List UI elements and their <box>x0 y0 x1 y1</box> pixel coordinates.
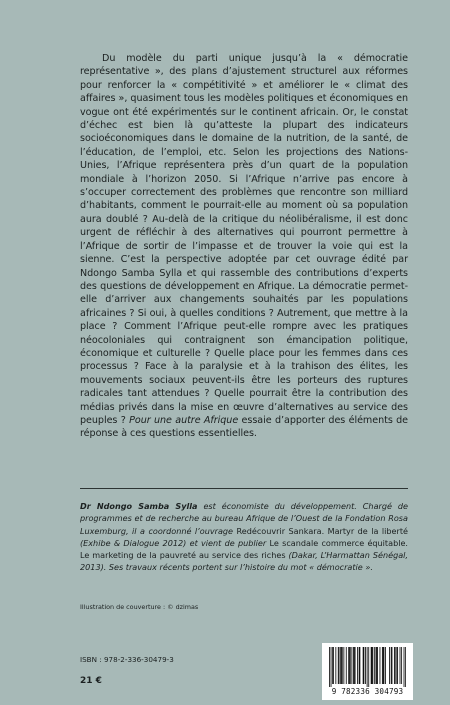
barcode-bar <box>363 647 364 684</box>
barcode-bar <box>335 647 336 684</box>
blurb-ending: essaie d’apporter des éléments de réponse à ces questions essentielles. <box>80 414 409 440</box>
barcode-bar <box>355 647 356 684</box>
barcode-bar <box>346 647 347 684</box>
barcode-bar <box>338 647 339 684</box>
barcode-bar <box>354 647 355 684</box>
author-name: Dr Ndongo Samba Sylla <box>80 501 198 511</box>
barcode-bar <box>394 647 395 684</box>
isbn-number: ISBN : 978-2-336-30479-3 <box>80 655 174 664</box>
separator-line <box>80 488 408 489</box>
barcode-bar <box>342 647 343 684</box>
cover-illustration-credit: Illustration de couverture : © dzimas <box>80 603 199 611</box>
barcode-bar <box>349 647 350 684</box>
barcode-bar <box>351 647 352 684</box>
barcode-bar <box>339 647 340 684</box>
barcode-bar <box>376 647 377 684</box>
barcode-bar <box>368 647 369 687</box>
barcode-bar <box>333 647 334 684</box>
book-title-inline: Pour une autre Afrique <box>129 414 239 426</box>
bio-title-scandale: Le scandale commerce équitable. Le marketing de la pauvreté au service des riches <box>80 537 409 561</box>
barcode-bar <box>340 647 341 684</box>
back-cover-blurb <box>80 52 408 441</box>
barcode-bar <box>385 647 386 684</box>
barcode-bar <box>363 647 364 684</box>
barcode-bar <box>359 647 360 684</box>
barcode-bar <box>384 647 385 684</box>
barcode-bar <box>332 647 333 684</box>
barcode-bar <box>348 647 349 684</box>
price-label: 21 € <box>80 676 102 686</box>
blurb-text: Du modèle du parti unique jusqu’à la « démocratie représentative », des plans d’ajustement structurel aux réformes pour renforcer la « compétitivité » et améliorer le « climat des affaires », quasiment tous les modèles politiques et économiques en vogue ont été expérimentés sur le continent africain. Or, le constat d’échec est bien là qu’atteste la plupart des indicateurs socioéconomiques dans le domaine de la nutrition, de la santé, de l’éducation, de l’emploi, etc. Selon les projections des Nations-Unies, l’Afrique représentera près d’un quart de la population mondiale à l’horizon 2050. Si l’Afrique n’arrive pas encore à s’occuper correctement des problèmes que rencontre son milliard d’habitants, comment le pourrait-elle au moment où sa population aura doublé ? Au-delà de la critique du néolibéralisme, il est donc urgent de réfléchir à des alternatives qui pourront permettre à l’Afrique de sortir de l’impasse et de trouver la voie qui est la sienne. C’est la perspective adoptée par cet ouvrage édité par Ndongo Samba Sylla et qui rassemble des contributions d’experts des questions de développement en Afrique. La démocratie permet-elle d’arriver aux changements souhaités par les populations africaines ? Si oui, à quelles conditions ? Autrement, que mettre à la place ? Comment l’Afrique peut-elle rompre avec les pratiques néocoloniales qui contraignent son émancipation politique, économique et culturelle ? Quelle place pour les femmes dans ces processus ? Face à la paralysie et à la trahison des élites, les mouvements sociaux peuvent-ils être les porteurs des ruptures radicales tant attendues ? Quelle pourrait être la contribution des médias privés dans la mise en œuvre d’alternatives au service des peuples ? <box>80 53 408 426</box>
barcode-bar <box>396 647 397 684</box>
bio-text-3: (Exhibe & Dialogue 2012) <box>80 537 187 548</box>
barcode-bar <box>382 647 383 684</box>
barcode-bar <box>367 647 368 687</box>
barcode-bars <box>329 647 406 687</box>
barcode-bar <box>391 647 392 684</box>
barcode-bar <box>380 647 381 684</box>
barcode-digits: 9 782336 304793 <box>331 687 404 696</box>
barcode-bar <box>329 647 330 687</box>
barcode-bar <box>376 647 377 684</box>
barcode-bar <box>374 647 375 684</box>
bio-text-2: . Martyr de la liberté <box>321 525 408 536</box>
author-bio-paragraph <box>80 500 408 574</box>
barcode-bar <box>357 647 358 684</box>
barcode-bar <box>359 647 360 684</box>
barcode-bar <box>350 647 351 684</box>
bio-title-sankara: Redécouvrir Sankara <box>236 525 322 536</box>
barcode-bar <box>372 647 373 684</box>
barcode-bar <box>383 647 384 684</box>
barcode-bar <box>377 647 378 684</box>
bio-text-5: (Dakar, L’Harmattan Sénégal, 2013). Ses travaux récents portent sur l’histoire du mot « démocratie ». <box>80 550 408 573</box>
barcode-bar <box>404 647 405 687</box>
barcode-bar <box>341 647 342 684</box>
barcode-bar <box>353 647 354 684</box>
barcode-bar <box>371 647 372 684</box>
barcode-bar <box>401 647 402 684</box>
barcode-bar <box>389 647 390 684</box>
blurb-paragraph <box>80 52 408 441</box>
barcode <box>322 643 413 700</box>
barcode-bar <box>372 647 373 684</box>
barcode-bar <box>397 647 398 684</box>
barcode-bar <box>400 647 401 684</box>
barcode-bar <box>405 647 406 687</box>
author-bio <box>80 500 408 574</box>
barcode-bar <box>395 647 396 684</box>
barcode-bar <box>392 647 393 684</box>
barcode-bar <box>365 647 366 684</box>
bio-text-1: est économiste du développement. Chargé de programmes et de recherche au bureau Afrique de l’Ouest de la Fondation Rosa Luxemburg, il a coordonné l’ouvrage <box>80 501 408 536</box>
barcode-bar <box>331 647 332 687</box>
bio-text-4: et vient de publier <box>189 537 267 548</box>
barcode-bar <box>343 647 344 684</box>
